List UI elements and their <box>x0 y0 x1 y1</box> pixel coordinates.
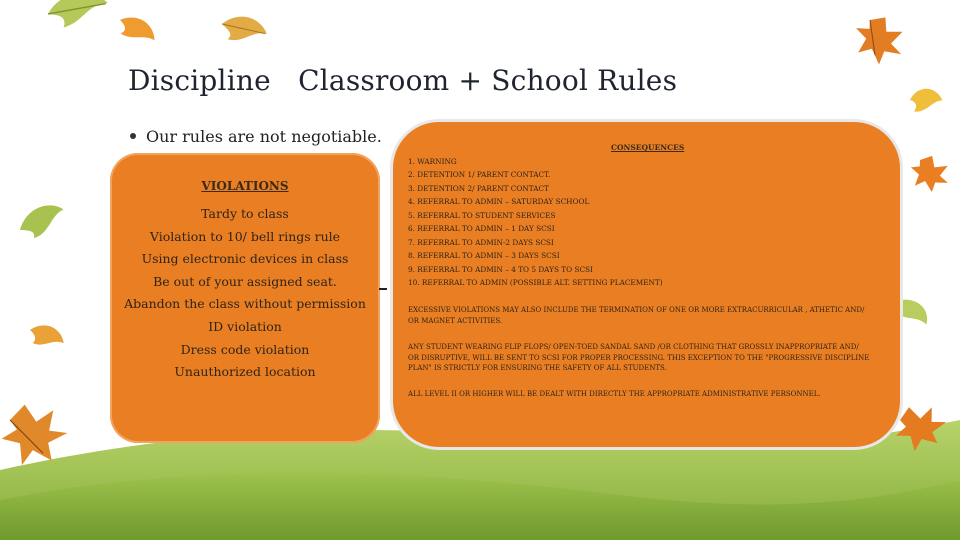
violation-item: Be out of your assigned seat. <box>153 273 337 289</box>
violation-item: Tardy to class <box>201 206 289 221</box>
violation-item: Dress code violation <box>180 341 310 357</box>
consequence-item: 10. REFERRAL TO ADMIN (POSSIBLE ALT. SETTING PLACEMENT) <box>408 277 663 287</box>
consequences-note-dress: ANY STUDENT WEARING FLIP FLOPS/ OPEN-TOED SANDAL SAND /OR CLOTHING THAT GROSSLY INAPPROPRIATE AND/ OR DISRUPTIVE, WILL BE SENT TO SCSI FOR PROPER PROCESSING. THIS EXCEPTION TO THE "PROGRESSIVE DISCIPLINE PLAN" IS STRICTLY FOR ENSURING THE SAFETY OF ALL STUDENTS. <box>408 343 870 372</box>
connector-dash <box>379 288 387 290</box>
consequence-item: 2. DETENTION 1/ PARENT CONTACT. <box>408 170 551 180</box>
consequences-note-level: ALL LEVEL II OR HIGHER WILL BE DEALT WITH DIRECTLY THE APPROPRIATE ADMINISTRATIVE PERSONNEL. <box>408 390 821 398</box>
violation-item: Using electronic devices in class <box>141 251 349 267</box>
bullet-text: Our rules are not negotiable. <box>146 127 382 146</box>
leaf-icon <box>846 7 913 71</box>
leaf-icon <box>0 401 70 467</box>
violation-item: ID violation <box>208 318 282 334</box>
consequences-heading: CONSEQUENCES <box>611 143 685 152</box>
leaf-icon <box>45 0 111 31</box>
violations-heading: VIOLATIONS <box>201 179 289 193</box>
violation-item: Violation to 10/ bell rings rule <box>149 228 341 244</box>
violations-box <box>110 153 380 443</box>
consequence-item: 4. REFERRAL TO ADMIN – SATURDAY SCHOOL <box>408 197 590 207</box>
slide-title: Discipline Classroom + School Rules <box>128 64 678 97</box>
leaf-icon <box>220 13 270 46</box>
consequence-item: 3. DETENTION 2/ PARENT CONTACT <box>408 183 549 193</box>
consequence-item: 8. REFERRAL TO ADMIN – 3 DAYS SCSI <box>408 251 560 261</box>
bullet-icon <box>130 133 136 139</box>
violation-item: Unauthorized location <box>174 364 316 380</box>
violation-item: Abandon the class without permission <box>124 296 366 312</box>
leaf-icon <box>15 197 69 243</box>
consequences-note-excessive: EXCESSIVE VIOLATIONS MAY ALSO INCLUDE THE TERMINATION OF ONE OR MORE EXTRACURRICULAR , ATHETIC AND/ OR MAGNET ACTIVITIES. <box>408 306 865 325</box>
consequence-item: 6. REFERRAL TO ADMIN – 1 DAY SCSI <box>408 224 555 234</box>
consequences-box <box>393 122 900 447</box>
leaf-icon <box>905 150 954 196</box>
consequences-list <box>408 155 663 289</box>
consequence-item: 7. REFERRAL TO ADMIN-2 DAYS SCSI <box>408 237 554 247</box>
bullet-point <box>130 127 382 146</box>
leaf-icon <box>27 322 67 352</box>
consequence-item: 5. REFERRAL TO STUDENT SERVICES <box>408 210 556 220</box>
leaf-icon <box>909 86 944 113</box>
consequence-item: 1. WARNING <box>408 157 457 166</box>
consequence-item: 9. REFERRAL TO ADMIN – 4 TO 5 DAYS TO SCSI <box>408 264 593 274</box>
violations-list <box>110 203 380 384</box>
leaf-icon <box>115 12 160 48</box>
